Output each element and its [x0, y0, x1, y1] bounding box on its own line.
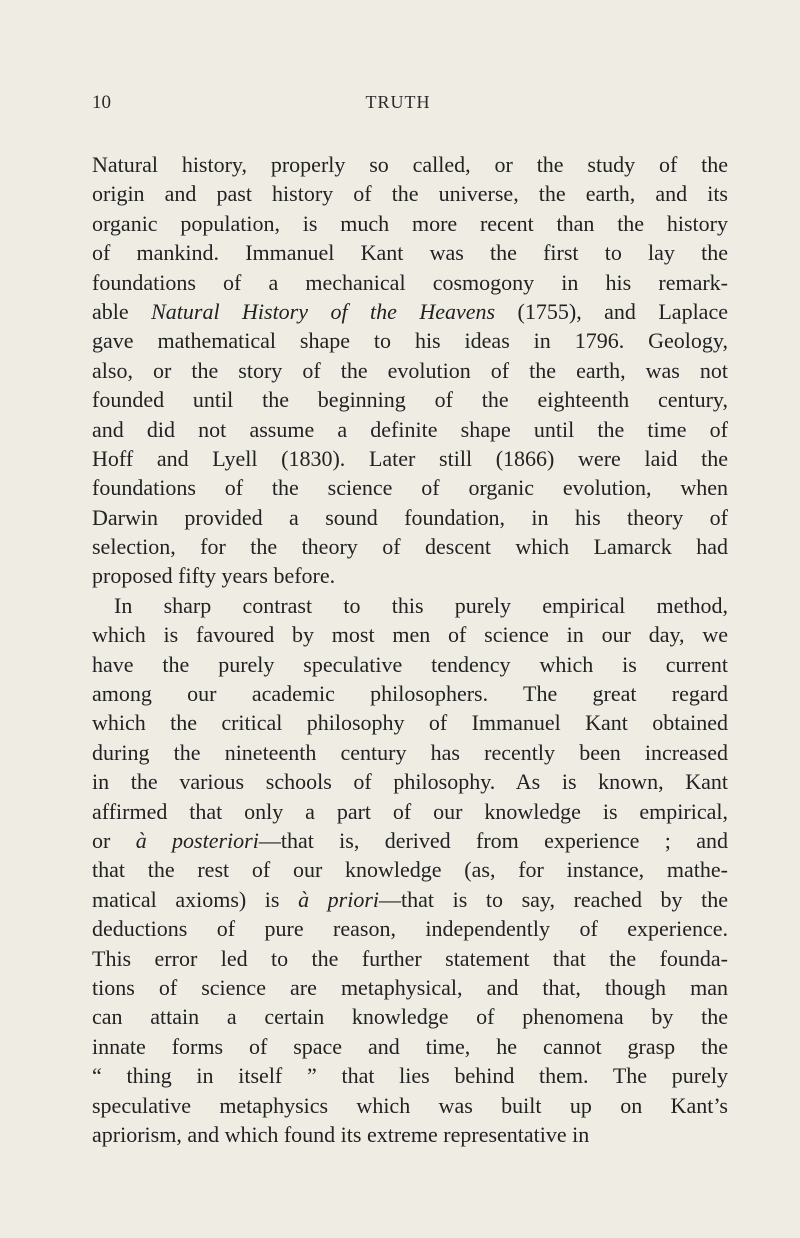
text-run: tions of science are metaphysical, and that, though man	[92, 974, 728, 1000]
text-run: In sharp contrast to this purely empirical method,	[114, 592, 728, 618]
text-run: deductions of pure reason, independently of experience.	[92, 916, 728, 942]
page-number: 10	[92, 92, 111, 113]
text-line	[92, 1061, 728, 1090]
text-line	[92, 620, 728, 649]
text-line	[92, 238, 728, 267]
text-line	[92, 209, 728, 238]
text-line	[92, 561, 728, 590]
text-line	[92, 356, 728, 385]
text-run: origin and past history of the universe, the earth, and its	[92, 181, 728, 207]
running-title: TRUTH	[365, 92, 431, 112]
text-run: innate forms of space and time, he cannot grasp the	[92, 1033, 728, 1059]
text-run: matical axioms) is	[92, 886, 299, 912]
text-line	[92, 179, 728, 208]
italic-title: à posteriori	[135, 827, 259, 853]
text-run: able	[92, 298, 152, 324]
text-line	[92, 326, 728, 355]
text-line	[92, 473, 728, 502]
text-run: during the nineteenth century has recently been increased	[92, 739, 728, 765]
text-run: (1755), and Laplace	[495, 298, 728, 324]
text-run: Hoff and Lyell (1830). Later still (1866) were laid the	[92, 445, 728, 471]
text-run: which the critical philosophy of Immanuel Kant obtained	[92, 710, 728, 736]
text-line	[92, 767, 728, 796]
text-run: founded until the beginning of the eighteenth century,	[92, 387, 728, 413]
text-line	[92, 855, 728, 884]
text-line	[92, 1120, 728, 1149]
text-line	[92, 797, 728, 826]
text-run: also, or the story of the evolution of the earth, was not	[92, 357, 728, 383]
paragraph-2	[92, 591, 728, 1149]
text-run: Natural history, properly so called, or the study of the	[92, 152, 728, 177]
text-line	[92, 150, 728, 179]
text-line	[92, 679, 728, 708]
text-line	[92, 1002, 728, 1031]
body-text	[92, 150, 728, 1149]
text-line	[92, 444, 728, 473]
text-line	[92, 415, 728, 444]
text-line	[92, 1032, 728, 1061]
text-line	[92, 503, 728, 532]
text-run: speculative metaphysics which was built up on Kant’s	[92, 1092, 728, 1118]
text-run: or	[92, 827, 136, 853]
text-line	[92, 650, 728, 679]
text-run: and did not assume a definite shape until the time of	[92, 416, 728, 442]
text-line	[92, 973, 728, 1002]
text-run: “ thing in itself ” that lies behind them. The purely	[92, 1063, 728, 1089]
text-run: organic population, is much more recent than the history	[92, 210, 728, 236]
text-run: that the rest of our knowledge (as, for instance, mathe-	[92, 857, 728, 883]
italic-title: Natural History of the Heavens	[151, 298, 496, 324]
text-run: apriorism, and which found its extreme representative in	[92, 1121, 590, 1147]
text-run: foundations of a mechanical cosmogony in his remark-	[92, 269, 728, 295]
text-run: gave mathematical shape to his ideas in 1796. Geology,	[92, 328, 728, 354]
text-run: Darwin provided a sound foundation, in his theory of	[92, 504, 728, 530]
text-run: —that is to say, reached by the	[379, 886, 728, 912]
text-line	[92, 532, 728, 561]
text-line	[92, 826, 728, 855]
text-run: among our academic philosophers. The great regard	[92, 681, 728, 707]
page-header	[92, 92, 704, 122]
text-line	[92, 1091, 728, 1120]
text-run: affirmed that only a part of our knowledge is empirical,	[92, 798, 728, 824]
text-run: foundations of the science of organic evolution, when	[92, 475, 728, 501]
text-line	[92, 268, 728, 297]
text-line	[92, 944, 728, 973]
text-line	[92, 297, 728, 326]
text-line	[92, 738, 728, 767]
text-run: of mankind. Immanuel Kant was the first to lay the	[92, 240, 728, 266]
italic-title: à priori	[298, 886, 380, 912]
paragraph-1	[92, 150, 728, 591]
text-line	[92, 885, 728, 914]
text-run: This error led to the further statement that the founda-	[92, 945, 728, 971]
text-run: have the purely speculative tendency which is current	[92, 651, 728, 677]
text-line	[92, 914, 728, 943]
text-run: selection, for the theory of descent which Lamarck had	[92, 534, 728, 560]
text-run: proposed fifty years before.	[92, 563, 336, 589]
text-line	[92, 385, 728, 414]
text-run: in the various schools of philosophy. As is known, Kant	[92, 769, 728, 795]
text-run: —that is, derived from experience ; and	[258, 827, 728, 853]
text-run: can attain a certain knowledge of phenomena by the	[92, 1004, 728, 1030]
text-line	[92, 708, 728, 737]
text-run: which is favoured by most men of science in our day, we	[92, 622, 728, 648]
text-line	[92, 591, 728, 620]
